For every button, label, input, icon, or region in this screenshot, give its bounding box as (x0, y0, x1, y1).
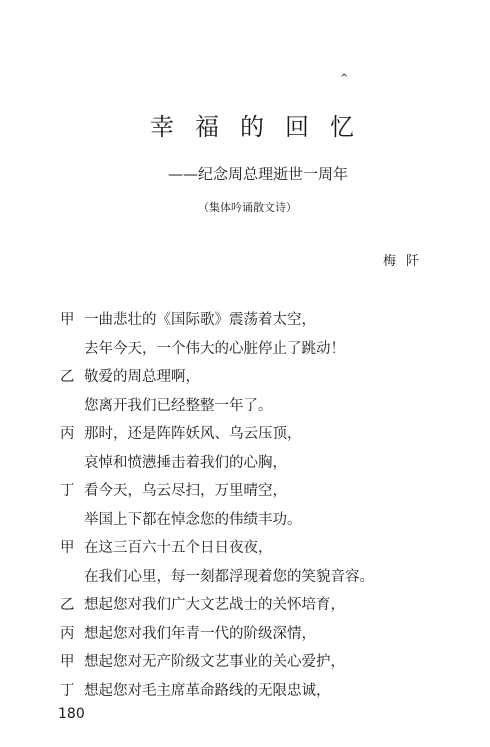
poem-line (60, 591, 460, 620)
caret-mark: ^ (340, 73, 349, 84)
poem-line (60, 534, 460, 563)
speaker-label (60, 506, 84, 535)
line-text: 看今天，乌云尽扫，万里晴空， (84, 483, 287, 499)
genre-note: （集体吟诵散文诗） (198, 201, 297, 214)
speaker-label (60, 335, 84, 364)
line-text: 在我们心里，每一刻都浮现着您的笑貌音容。 (84, 568, 374, 585)
speaker-label: 甲 (60, 654, 75, 670)
line-text: 您离开我们已经整整一年了。 (84, 397, 273, 414)
speaker-label: 甲 (60, 312, 75, 328)
line-text: 想起您对我们年青一代的阶级深情， (84, 625, 316, 642)
poem-line (60, 620, 460, 649)
line-text: 想起您对毛主席革命路线的无限忠诚， (84, 682, 331, 699)
line-text: 举国上下都在悼念您的伟绩丰功。 (84, 511, 302, 528)
line-text: 去年今天，一个伟大的心脏停止了跳动！ (84, 340, 345, 357)
poem-line (60, 648, 460, 677)
line-text: 想起您对无产阶级文艺事业的关心爱护， (84, 654, 345, 670)
line-text: 在这三百六十五个日日夜夜， (84, 540, 273, 556)
poem-line (60, 420, 460, 449)
line-text: 那时，还是阵阵妖风、乌云压顶， (84, 426, 302, 442)
page-title: 幸福的回忆 (150, 113, 375, 141)
poem-line (60, 449, 460, 478)
author-name: 梅阡 (383, 254, 430, 269)
poem-line (60, 563, 460, 592)
line-text: 敬爱的周总理啊， (84, 369, 200, 385)
line-text: 想起您对我们广大文艺战士的关怀培育， (84, 597, 345, 613)
page-subtitle: ——纪念周总理逝世一周年 (168, 165, 349, 183)
poem-line (60, 306, 460, 335)
poem-line (60, 392, 460, 421)
speaker-label: 丙 (60, 426, 75, 442)
speaker-label: 乙 (60, 597, 75, 613)
poem-body (60, 306, 460, 705)
poem-line (60, 506, 460, 535)
speaker-label: 乙 (60, 369, 75, 385)
speaker-label: 丁 (60, 483, 75, 499)
speaker-label (60, 392, 84, 421)
speaker-label (60, 449, 84, 478)
line-text: 哀悼和愤懑捶击着我们的心胸， (84, 454, 287, 471)
speaker-label: 丙 (60, 625, 75, 642)
poem-line (60, 363, 460, 392)
speaker-label: 丁 (60, 682, 75, 699)
speaker-label (60, 563, 84, 592)
poem-line (60, 335, 460, 364)
poem-line (60, 477, 460, 506)
speaker-label: 甲 (60, 540, 75, 556)
line-text: 一曲悲壮的《国际歌》震荡着太空， (84, 312, 316, 328)
page-number: 180 (58, 706, 85, 722)
poem-line (60, 677, 460, 706)
